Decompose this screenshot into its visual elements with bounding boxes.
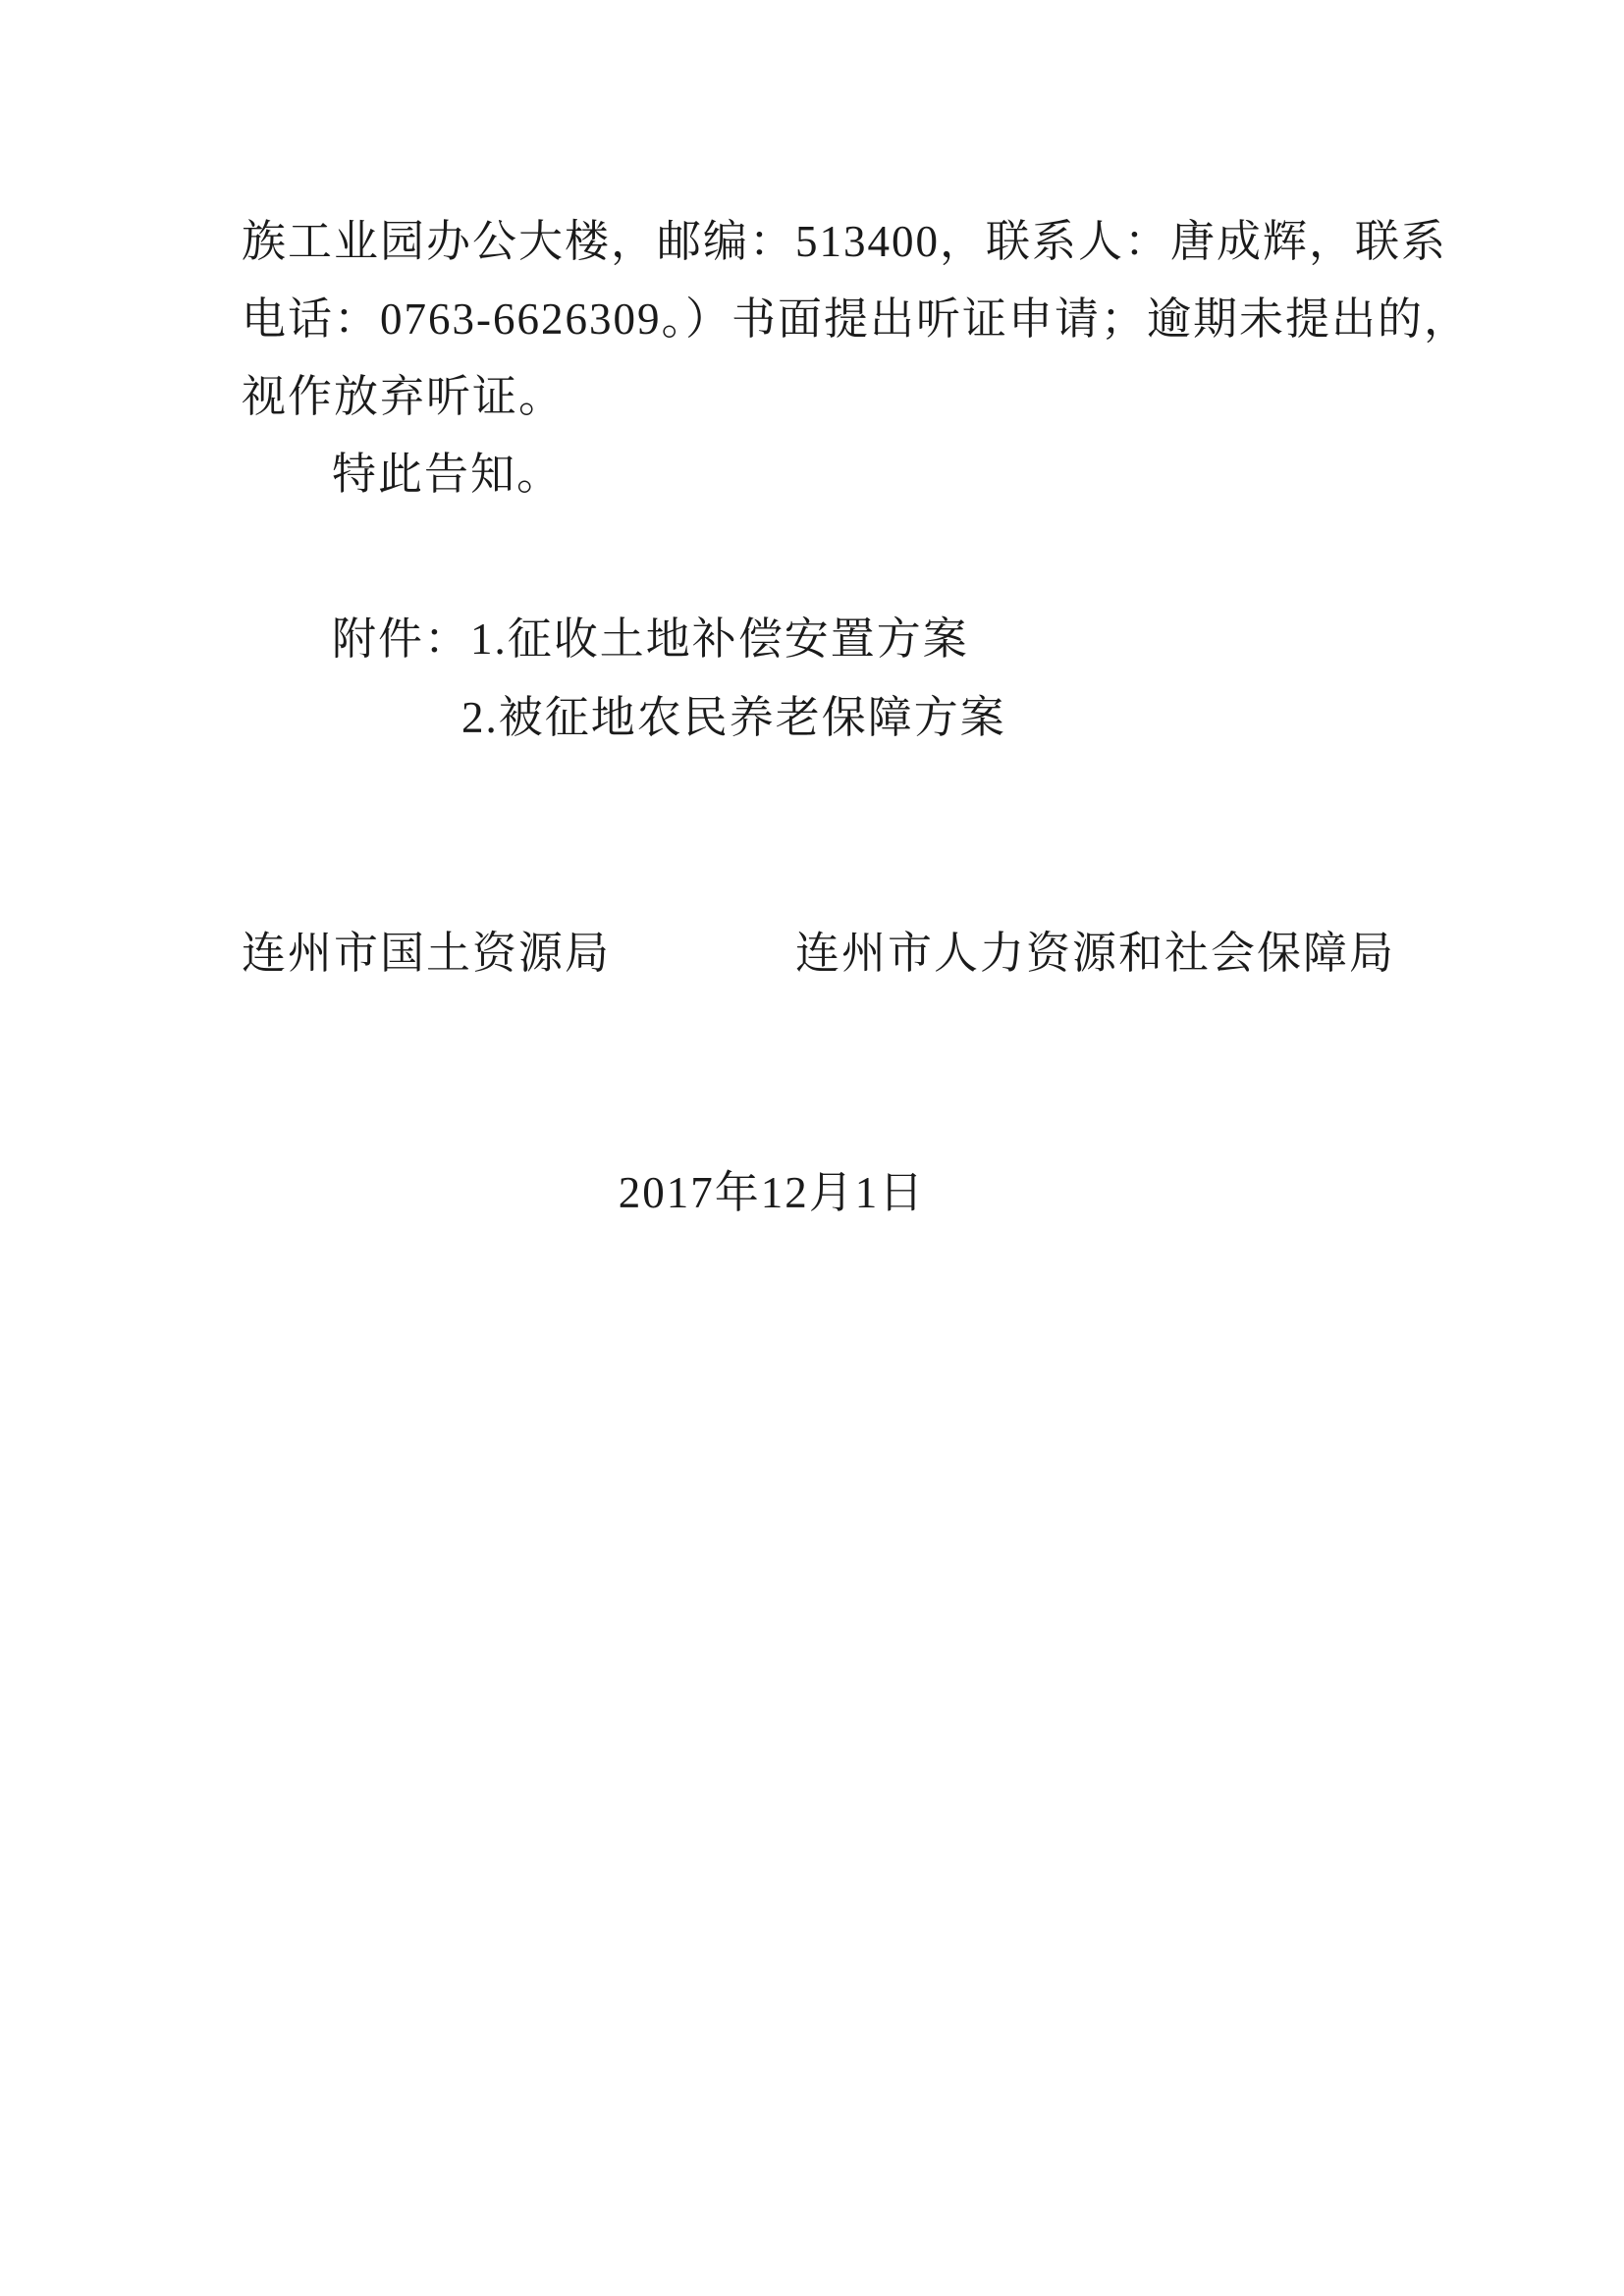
signature-agency-land-resources: 连州市国土资源局 xyxy=(242,929,612,978)
attachment-line xyxy=(332,612,969,667)
attachment-label: 附件： xyxy=(332,614,471,664)
signature-row xyxy=(0,926,1624,985)
document-date: 2017年12月1日 xyxy=(618,1168,926,1217)
attachment-item: 2.被征地农民养老保障方案 xyxy=(461,693,1006,742)
closing-statement: 特此告知。 xyxy=(332,450,564,499)
body-line: 电话：0763-6626309。）书面提出听证申请；逾期未提出的， xyxy=(242,294,1470,344)
body-line: 视作放弃听证。 xyxy=(242,372,566,421)
body-line: 族工业园办公大楼，邮编：513400，联系人：唐成辉，联系 xyxy=(242,217,1448,266)
attachment-item: 1.征收土地补偿安置方案 xyxy=(470,614,969,664)
signature-agency-human-resources: 连州市人力资源和社会保障局 xyxy=(795,929,1396,978)
